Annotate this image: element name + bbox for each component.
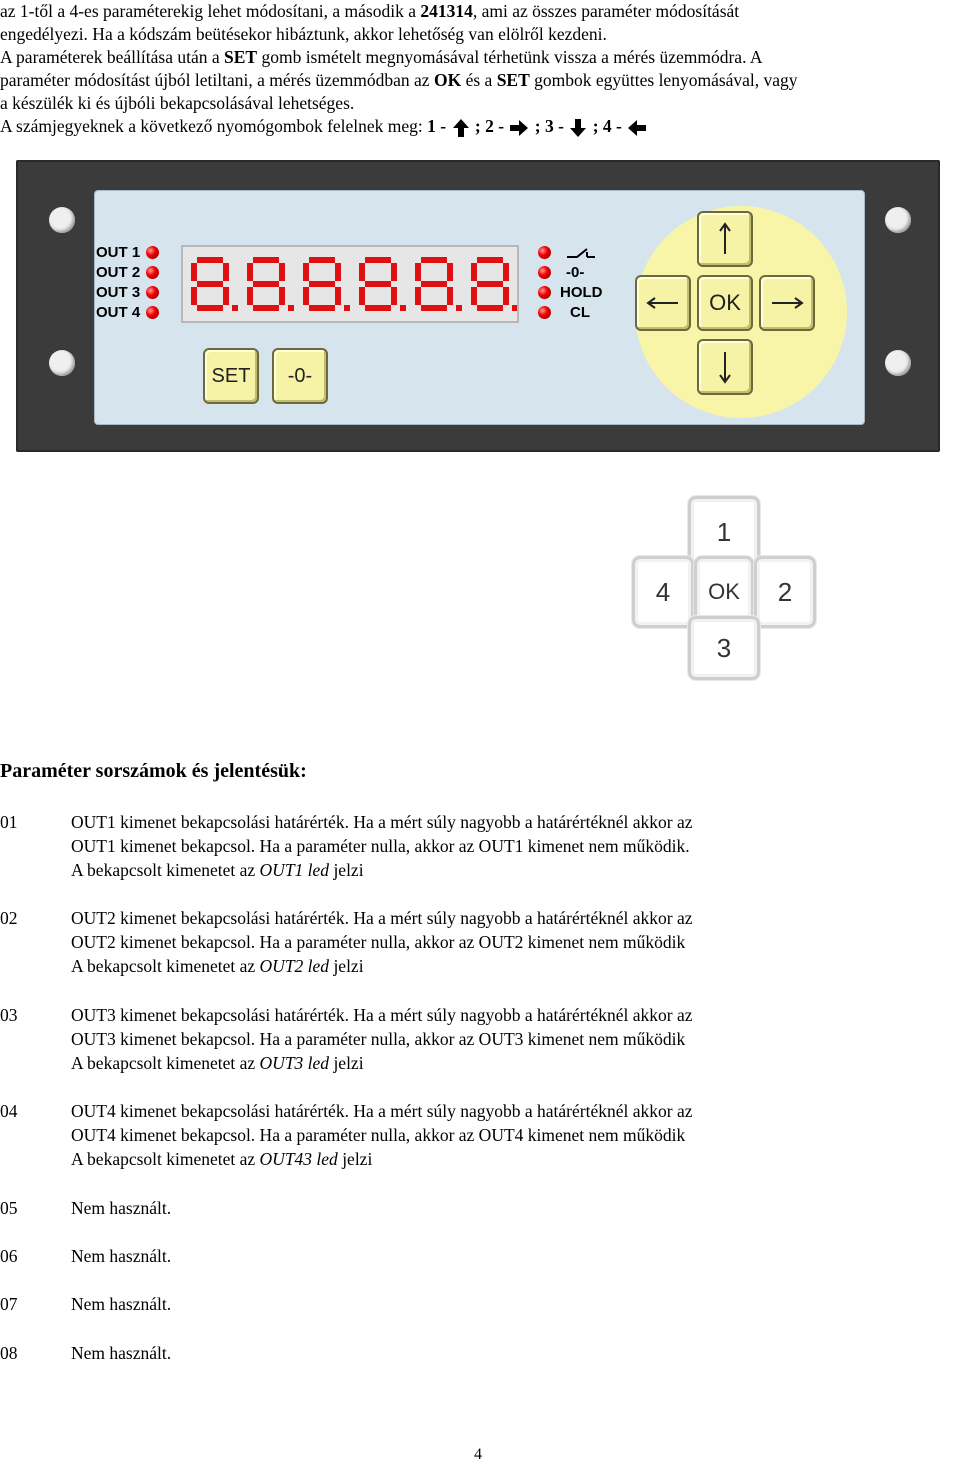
intro-line-6: A számjegyeknek a következő nyomógombok felelnek meg: 1 - ; 2 - ; 3 - ; 4 - (0, 115, 960, 138)
segment (421, 257, 447, 263)
set-button[interactable]: SET (203, 348, 259, 404)
keypad-digit-map (632, 496, 816, 680)
segment (223, 263, 229, 281)
segment (253, 257, 279, 263)
zero-led (538, 266, 551, 279)
segment (477, 305, 503, 311)
segment (365, 257, 391, 263)
segment (477, 281, 503, 287)
param-number: 05 (0, 1198, 18, 1218)
arrow-up-icon (453, 119, 469, 137)
segment (279, 263, 285, 281)
net-led (538, 246, 551, 259)
switch-icon (565, 246, 597, 260)
intro-paragraph (0, 0, 960, 138)
param-description: OUT2 kimenet bekapcsolási határérték. Ha a mért súly nagyobb a határértéknél akkor az OUT2 kimenet bekapcsol. Ha a paraméter nulla, akkor az OUT2 kimenet nem működik A bekapcsolt kimenetet az OUT2 led jelzi (71, 908, 693, 976)
out2-led (146, 266, 159, 279)
arrow-down-icon (570, 119, 586, 137)
param-description: Nem használt. (71, 1343, 172, 1363)
segment (471, 263, 477, 281)
segment (253, 281, 279, 287)
param-description: OUT3 kimenet bekapcsolási határérték. Ha a mért súly nagyobb a határértéknél akkor az OUT3 kimenet bekapcsol. Ha a paraméter nulla, akkor az OUT3 kimenet nem működik A bekapcsolt kimenetet az OUT3 led jelzi (71, 1005, 693, 1073)
segment (335, 263, 341, 281)
out4-led (146, 306, 159, 319)
segment (359, 287, 365, 305)
arrow-up-icon (718, 222, 732, 256)
arrow-right-icon (770, 296, 804, 310)
mounting-hole-bottom-right (885, 350, 911, 376)
param-description: Nem használt. (71, 1294, 172, 1314)
intro-line-1: az 1-től a 4-es paraméterekig lehet módosítani, a második a 241314, ami az összes paraméter módosítását (0, 1, 740, 21)
keypad-key-ok: OK (694, 556, 754, 628)
out2-label: OUT 2 (96, 264, 141, 281)
hold-led (538, 286, 551, 299)
mounting-hole-top-left (49, 207, 75, 233)
param-number: 08 (0, 1343, 18, 1363)
segment (503, 287, 509, 305)
decimal-point (232, 305, 238, 311)
decimal-point (456, 305, 462, 311)
cl-led (538, 306, 551, 319)
ok-button[interactable]: OK (697, 275, 753, 331)
hold-indicator-label: HOLD (560, 284, 603, 301)
out4-label: OUT 4 (96, 304, 141, 321)
segment (253, 305, 279, 311)
out1-label: OUT 1 (96, 244, 141, 261)
decimal-point (288, 305, 294, 311)
segment (335, 287, 341, 305)
keypad-key-down: 3 (688, 616, 760, 680)
intro-line-4: paraméter módosítást újból letiltani, a mérés üzemmódban az OK és a SET gombok együttes lenyomásával, vagy (0, 70, 798, 90)
down-button[interactable] (697, 339, 753, 395)
param-number: 06 (0, 1246, 18, 1266)
segment (421, 281, 447, 287)
left-button[interactable] (635, 275, 691, 331)
segment (391, 263, 397, 281)
segment (303, 263, 309, 281)
segment (191, 287, 197, 305)
segment (309, 281, 335, 287)
segment (359, 263, 365, 281)
segment (247, 263, 253, 281)
param-number: 02 (0, 908, 18, 928)
segment (197, 281, 223, 287)
intro-line-5: a készülék ki és újbóli bekapcsolásával lehetséges. (0, 93, 355, 113)
segment (303, 287, 309, 305)
segment (197, 305, 223, 311)
keypad-key-up: 1 (688, 496, 760, 568)
segment (447, 287, 453, 305)
out3-led (146, 286, 159, 299)
arrow-left-icon (646, 296, 680, 310)
segment (471, 287, 477, 305)
param-number: 03 (0, 1005, 18, 1025)
up-button[interactable] (697, 211, 753, 267)
segment (223, 287, 229, 305)
intro-line-3: A paraméterek beállítása után a SET gomb ismételt megnyomásával térhetünk vissza a mérés üzemmódra. A (0, 47, 763, 67)
zero-button[interactable]: -0- (272, 348, 328, 404)
intro-line-2: engedélyezi. Ha a kódszám beütésekor hibáztunk, akkor lehetőség van elölről kezdeni. (0, 24, 607, 44)
device-front-panel (16, 160, 940, 452)
arrow-right-icon (510, 120, 528, 136)
param-description: Nem használt. (71, 1246, 172, 1266)
segment (503, 263, 509, 281)
segment (191, 263, 197, 281)
segment (365, 281, 391, 287)
arrow-left-icon (628, 120, 646, 136)
segment (247, 287, 253, 305)
segment (309, 305, 335, 311)
param-description: OUT1 kimenet bekapcsolási határérték. Ha a mért súly nagyobb a határértéknél akkor az OUT1 kimenet bekapcsol. Ha a paraméter nulla, akkor az OUT1 kimenet nem működik. A bekapcsolt kimenetet az OUT1 led jelzi (71, 812, 693, 880)
mounting-hole-top-right (885, 207, 911, 233)
right-button[interactable] (759, 275, 815, 331)
device-faceplate (94, 190, 865, 425)
segment (415, 287, 421, 305)
mounting-hole-bottom-left (49, 350, 75, 376)
out3-label: OUT 3 (96, 284, 141, 301)
arrow-down-icon (718, 350, 732, 384)
segment (391, 287, 397, 305)
segment (197, 257, 223, 263)
segment (415, 263, 421, 281)
segment (365, 305, 391, 311)
segment (309, 257, 335, 263)
param-description: OUT4 kimenet bekapcsolási határérték. Ha a mért súly nagyobb a határértéknél akkor az OUT4 kimenet bekapcsol. Ha a paraméter nulla, akkor az OUT4 kimenet nem működik A bekapcsolt kimenetet az OUT43 led jelzi (71, 1101, 693, 1169)
decimal-point (400, 305, 406, 311)
segment (477, 257, 503, 263)
zero-indicator-label: -0- (566, 264, 585, 281)
param-number: 04 (0, 1101, 18, 1121)
section-title: Paraméter sorszámok és jelentésük: (0, 760, 307, 782)
keypad-key-left: 4 (632, 556, 694, 628)
code-number: 241314 (420, 1, 473, 21)
param-number: 01 (0, 812, 18, 832)
display-digits (183, 247, 517, 321)
param-number: 07 (0, 1294, 18, 1314)
seven-segment-display (181, 245, 519, 323)
decimal-point (512, 305, 517, 311)
page-number: 4 (474, 1446, 482, 1463)
decimal-point (344, 305, 350, 311)
segment (421, 305, 447, 311)
out1-led (146, 246, 159, 259)
cl-indicator-label: CL (570, 304, 590, 321)
keypad-key-right: 2 (754, 556, 816, 628)
segment (447, 263, 453, 281)
segment (279, 287, 285, 305)
param-description: Nem használt. (71, 1198, 172, 1218)
